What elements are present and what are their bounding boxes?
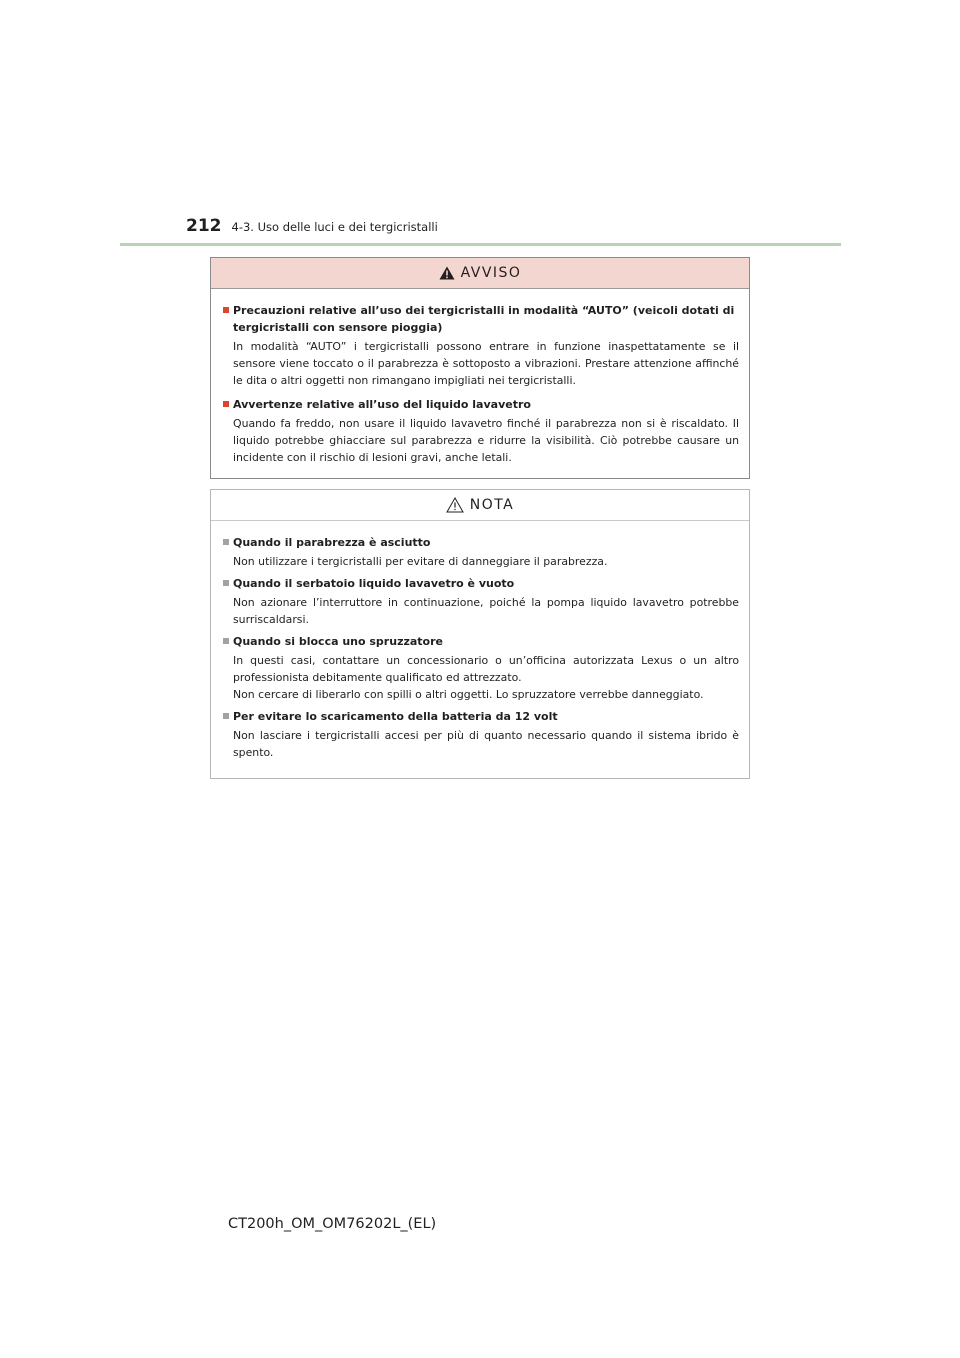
warning-item-title: Precauzioni relative all’uso dei tergicristalli in modalità “AUTO” (veicoli dotati di tergicristalli con sensore pioggia)	[233, 304, 735, 334]
square-bullet-icon	[223, 539, 229, 545]
page-number: 212	[186, 216, 222, 236]
section-title: 4-3. Uso delle luci e dei tergicristalli	[231, 220, 438, 234]
page-header	[186, 216, 438, 240]
note-item	[223, 708, 739, 761]
square-bullet-icon	[223, 580, 229, 586]
note-item-text: Non utilizzare i tergicristalli per evitare di danneggiare il parabrezza.	[233, 555, 608, 568]
warning-item-text: In modalità “AUTO” i tergicristalli possono entrare in funzione inaspettatamente se il sensore viene toccato o il parabrezza è sottoposto a vibrazioni. Prestare attenzione affinché le dita o altri oggetti non rimangano impigliati nei tergicristalli.	[233, 340, 739, 387]
warning-header	[211, 258, 749, 289]
square-bullet-icon	[223, 713, 229, 719]
warning-triangle-icon	[439, 266, 455, 280]
header-divider	[120, 243, 841, 246]
note-item	[223, 534, 739, 570]
note-item	[223, 633, 739, 703]
note-item-title: Quando il parabrezza è asciutto	[233, 536, 431, 549]
warning-title: AVVISO	[460, 265, 522, 281]
warning-item	[223, 302, 739, 389]
note-item-text: Non azionare l’interruttore in continuazione, poiché la pompa liquido lavavetro potrebbe surriscaldarsi.	[233, 596, 739, 626]
square-bullet-icon	[223, 307, 229, 313]
warning-item	[223, 396, 739, 466]
warning-item-text: Quando fa freddo, non usare il liquido lavavetro finché il parabrezza non si è riscaldato. Il liquido potrebbe ghiacciare sul parabrezza e ridurre la visibilità. Ciò potrebbe causare un incidente con il rischio di lesioni gravi, anche letali.	[233, 417, 739, 464]
note-item-text: In questi casi, contattare un concessionario o un’officina autorizzata Lexus o un altro professionista debitamente qualificato ed attrezzato. Non cercare di liberarlo con spilli o altri oggetti. Lo spruzzatore verrebbe danneggiato.	[233, 654, 739, 701]
note-box	[210, 489, 750, 779]
note-item-title: Quando il serbatoio liquido lavavetro è vuoto	[233, 577, 515, 590]
document-code: CT200h_OM_OM76202L_(EL)	[228, 1216, 437, 1232]
note-item	[223, 575, 739, 628]
note-item-title: Quando si blocca uno spruzzatore	[233, 635, 443, 648]
note-title: NOTA	[469, 497, 515, 513]
caution-triangle-icon	[446, 497, 464, 513]
note-item-text: Non lasciare i tergicristalli accesi per più di quanto necessario quando il sistema ibrido è spento.	[233, 729, 739, 759]
warning-box	[210, 257, 750, 479]
warning-item-title: Avvertenze relative all’uso del liquido lavavetro	[233, 398, 531, 411]
note-header	[211, 490, 749, 521]
square-bullet-icon	[223, 638, 229, 644]
square-bullet-icon	[223, 401, 229, 407]
note-item-title: Per evitare lo scaricamento della batteria da 12 volt	[233, 710, 558, 723]
